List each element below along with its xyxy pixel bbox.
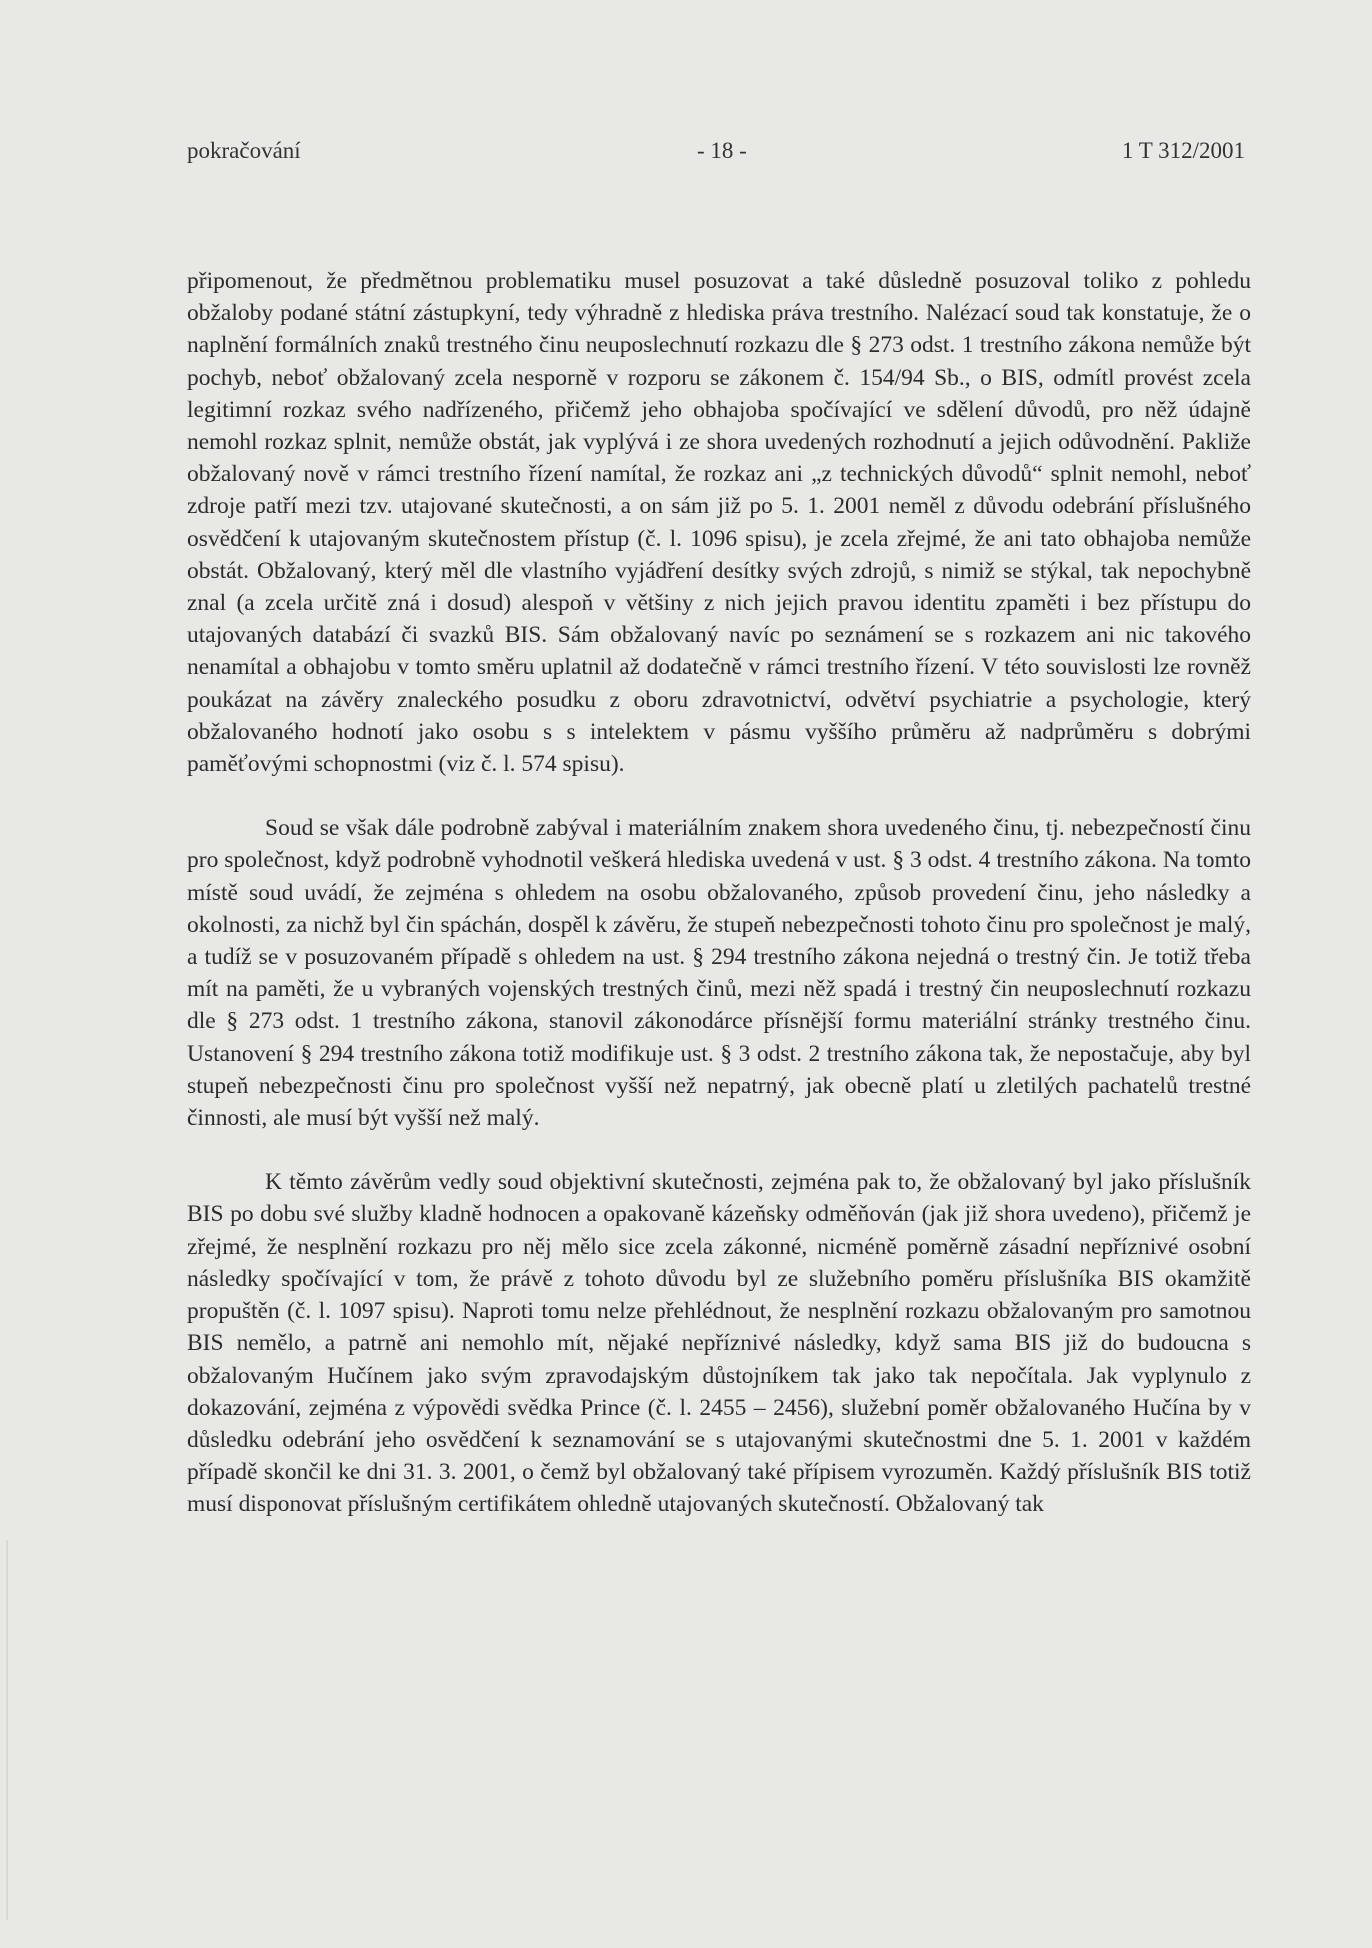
page-header (187, 138, 1245, 168)
document-body (187, 265, 1251, 1521)
header-page-number: - 18 - (697, 138, 747, 163)
paragraph-3: K těmto závěrům vedly soud objektivní skutečnosti, zejména pak to, že obžalovaný byl jako příslušník BIS po dobu své služby kladně hodnocen a opakovaně kázeňsky odměňován (jak již shora uvedeno), přičemž je zřejmé, že nesplnění rozkazu pro něj mělo sice zcela zákonné, nicméně poměrně zásadní nepříznivé osobní následky spočívající v tom, že právě z tohoto důvodu byl ze služebního poměru příslušníka BIS okamžitě propuštěn (č. l. 1097 spisu). Naproti tomu nelze přehlédnout, že nesplnění rozkazu obžalovaným pro samotnou BIS nemělo, a patrně ani nemohlo mít, nějaké nepříznivé následky, když sama BIS již do budoucna s obžalovaným Hučínem jako svým zpravodajským důstojníkem tak jako tak nepočítala. Jak vyplynulo z dokazování, zejména z výpovědi svědka Prince (č. l. 2455 – 2456), služební poměr obžalovaného Hučína by v důsledku odebrání jeho osvědčení k seznamování se s utajovanými skutečnostmi dne 5. 1. 2001 v každém případě skončil ke dni 31. 3. 2001, o čemž byl obžalovaný také přípisem vyrozuměn. Každý příslušník BIS totiž musí disponovat příslušným certifikátem ohledně utajovaných skutečností. Obžalovaný tak (187, 1169, 1251, 1518)
scan-edge-mark (6, 1540, 8, 1920)
paragraph-1: připomenout, že předmětnou problematiku musel posuzovat a také důsledně posuzoval toliko z pohledu obžaloby podané státní zástupkyní, tedy výhradně z hlediska práva trestního. Nalézací soud tak konstatuje, že o naplnění formálních znaků trestného činu neuposlechnutí rozkazu dle § 273 odst. 1 trestního zákona nemůže být pochyb, neboť obžalovaný zcela nesporně v rozporu se zákonem č. 154/94 Sb., o BIS, odmítl provést zcela legitimní rozkaz svého nadřízeného, přičemž jeho obhajoba spočívající ve sdělení důvodů, pro něž údajně nemohl rozkaz splnit, nemůže obstát, jak vyplývá i ze shora uvedených rozhodnutí a jejich odůvodnění. Pakliže obžalovaný nově v rámci trestního řízení namítal, že rozkaz ani „z technických důvodů“ splnit nemohl, neboť zdroje patří mezi tzv. utajované skutečnosti, a on sám již po 5. 1. 2001 neměl z důvodu odebrání příslušného osvědčení k utajovaným skutečnostem přístup (č. l. 1096 spisu), je zcela zřejmé, že ani tato obhajoba nemůže obstát. Obžalovaný, který měl dle vlastního vyjádření desítky svých zdrojů, s nimiž se stýkal, tak nepochybně znal (a zcela určitě zná i dosud) alespoň v většiny z nich jejich pravou identitu zpaměti i bez přístupu do utajovaných databází či svazků BIS. Sám obžalovaný navíc po seznámení se s rozkazem ani nic takového nenamítal a obhajobu v tomto směru uplatnil až dodatečně v rámci trestního řízení. V této souvislosti lze rovněž poukázat na závěry znaleckého posudku z oboru zdravotnictví, odvětví psychiatrie a psychologie, který obžalovaného hodnotí jako osobu s s intelektem v pásmu vyššího průměru až nadprůměru s dobrými paměťovými schopnostmi (viz č. l. 574 spisu). (187, 268, 1251, 778)
header-case-number: 1 T 312/2001 (1121, 138, 1245, 163)
paragraph-2: Soud se však dále podrobně zabýval i materiálním znakem shora uvedeného činu, tj. nebezpečností činu pro společnost, když podrobně vyhodnotil veškerá hlediska uvedená v ust. § 3 odst. 4 trestního zákona. Na tomto místě soud uvádí, že zejména s ohledem na osobu obžalovaného, způsob provedení činu, jeho následky a okolnosti, za nichž byl čin spáchán, dospěl k závěru, že stupeň nebezpečnosti tohoto činu pro společnost je malý, a tudíž se v posuzovaném případě s ohledem na ust. § 294 trestního zákona nejedná o trestný čin. Je totiž třeba mít na paměti, že u vybraných vojenských trestných činů, mezi něž spadá i trestný čin neuposlechnutí rozkazu dle § 273 odst. 1 trestního zákona, stanovil zákonodárce přísnější formu materiální stránky trestného činu. Ustanovení § 294 trestního zákona totiž modifikuje ust. § 3 odst. 2 trestního zákona tak, že nepostačuje, aby byl stupeň nebezpečnosti činu pro společnost vyšší než nepatrný, jak obecně platí u zletilých pachatelů trestné činnosti, ale musí být vyšší než malý. (187, 815, 1251, 1132)
header-continuation-label: pokračování (187, 138, 301, 163)
